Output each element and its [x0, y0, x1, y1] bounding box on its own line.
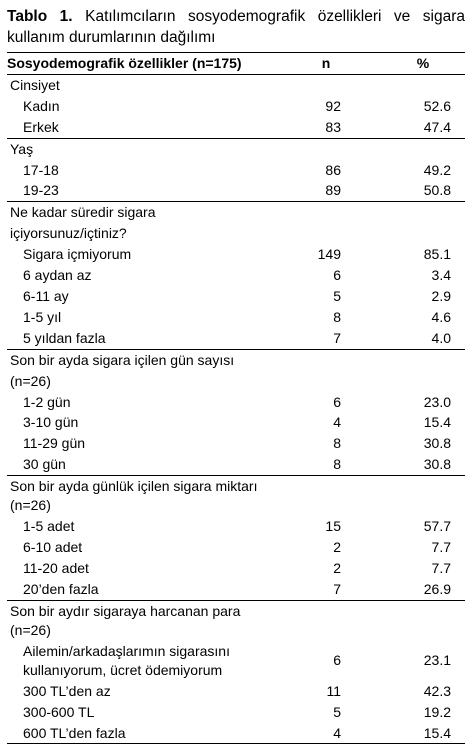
header-percent: % [381, 53, 465, 75]
group-heading-row [7, 349, 465, 391]
row-n: 4 [333, 414, 341, 431]
row-label: 600 TL’den fazla [7, 723, 271, 744]
row-label: 20’den fazla [23, 580, 99, 597]
row-label [7, 641, 271, 681]
group-heading-money-spent [7, 600, 271, 641]
header-characteristics: Sosyodemografik özellikler (n=175) [7, 53, 271, 75]
group-heading-row [7, 202, 465, 244]
row-percent: 19.2 [423, 703, 451, 720]
row-label: Sigara içmiyorum [23, 246, 132, 263]
row-n: 11 [326, 682, 341, 699]
row-label: 11-20 adet [23, 559, 89, 576]
table-row [7, 265, 465, 286]
group-heading-gender: Cinsiyet [10, 76, 60, 93]
row-percent: 30.8 [423, 456, 451, 473]
table-row [7, 681, 465, 702]
row-percent: 4.0 [431, 329, 451, 346]
table-row [7, 160, 465, 181]
group-heading-smoking-duration: Ne kadar süredir sigara içiyorsunuz/içtiniz? [7, 202, 271, 244]
row-n: 149 [317, 246, 341, 263]
row-percent: 7.7 [431, 539, 451, 556]
heading-line: Son bir ayda günlük içilen sigara miktarı [10, 478, 258, 495]
row-n: 6 [333, 393, 341, 410]
row-percent: 3.4 [431, 267, 451, 284]
caption-text: Katılımcıların sosyodemografik özellikleri ve sigara kullanım durumlarının dağılımı [7, 8, 465, 46]
row-percent: 42.3 [423, 682, 451, 699]
row-n: 7 [333, 329, 341, 346]
row-n: 83 [325, 118, 341, 135]
row-n: 6 [333, 652, 341, 669]
row-label: 300-600 TL [23, 703, 95, 720]
row-n: 8 [333, 308, 341, 325]
row-label: 11-29 gün [23, 435, 86, 452]
row-percent: 52.6 [423, 97, 451, 114]
table-row [7, 117, 465, 138]
table-row [7, 579, 465, 600]
table-row [7, 641, 465, 681]
heading-line: Son bir aydır sigaraya harcanan para [10, 602, 241, 619]
row-percent: 4.6 [431, 308, 451, 325]
table-row [7, 454, 465, 475]
row-label: 1-5 adet [23, 518, 75, 535]
table-row [7, 392, 465, 413]
row-label: 30 gün [23, 456, 66, 473]
row-percent: 15.4 [423, 414, 451, 431]
row-label: 300 TL’den az [23, 682, 111, 699]
table-caption [7, 6, 465, 48]
caption-label: Tablo 1. [7, 8, 73, 25]
row-n: 15 [325, 518, 341, 535]
row-percent: 7.7 [431, 559, 451, 576]
group-heading-daily-amount [7, 476, 271, 517]
table-row [7, 558, 465, 579]
table-row [7, 723, 465, 744]
table-header-row [7, 53, 465, 75]
sociodemographic-table [7, 52, 465, 744]
row-n: 5 [333, 287, 341, 304]
row-n: 6 [333, 267, 341, 284]
row-label: 6-10 adet [23, 539, 83, 556]
row-label-line: kullanıyorum, ücret ödemiyorum [23, 661, 223, 678]
table-row [7, 433, 465, 454]
row-label: 1-5 yıl [23, 308, 62, 325]
row-label: Erkek [23, 118, 59, 135]
row-n: 92 [325, 97, 341, 114]
row-n: 2 [333, 539, 341, 556]
row-n: 8 [333, 435, 341, 452]
row-n: 2 [333, 559, 341, 576]
row-label: 5 yıldan fazla [23, 329, 106, 346]
table-row [7, 328, 465, 349]
row-n: 7 [333, 580, 341, 597]
row-percent: 26.9 [423, 580, 451, 597]
heading-line: (n=26) [10, 497, 51, 514]
group-heading-row [7, 600, 465, 641]
table-row [7, 702, 465, 723]
table-row [7, 96, 465, 117]
row-label: 6 aydan az [23, 267, 92, 284]
group-heading-row [7, 74, 465, 95]
row-label: 6-11 ay [23, 287, 69, 304]
row-label: 19-23 [23, 182, 59, 199]
table-row [7, 244, 465, 265]
table-row [7, 307, 465, 328]
row-label: 3-10 gün [23, 414, 79, 431]
row-percent: 50.8 [423, 182, 451, 199]
group-heading-row [7, 476, 465, 517]
group-heading-age: Yaş [7, 138, 271, 159]
group-heading-smoking-days: Son bir ayda sigara içilen gün sayısı (n=26) [7, 349, 271, 391]
row-percent: 2.9 [431, 287, 451, 304]
row-label: Kadın [23, 97, 60, 114]
table-row [7, 286, 465, 307]
row-percent: 23.0 [423, 393, 451, 410]
table-row [7, 516, 465, 537]
row-label-line: Ailemin/arkadaşlarımın sigarasını [23, 642, 230, 659]
heading-line: (n=26) [10, 621, 51, 638]
group-heading-row [7, 138, 465, 159]
row-label: 17-18 [23, 161, 59, 178]
table-row [7, 180, 465, 201]
table-container [7, 0, 465, 744]
table-row [7, 412, 465, 433]
row-label: 1-2 gün [23, 393, 71, 410]
row-percent: 85.1 [423, 246, 451, 263]
row-n: 86 [325, 161, 341, 178]
row-n: 5 [333, 703, 341, 720]
row-percent: 47.4 [423, 118, 451, 135]
row-percent: 49.2 [423, 161, 451, 178]
table-row [7, 537, 465, 558]
row-percent: 23.1 [423, 652, 451, 669]
row-n: 4 [271, 723, 381, 744]
row-percent: 30.8 [423, 435, 451, 452]
row-percent: 15.4 [381, 723, 465, 744]
header-n: n [271, 53, 381, 75]
row-percent: 57.7 [423, 518, 451, 535]
row-n: 8 [333, 456, 341, 473]
row-n: 89 [325, 182, 341, 199]
